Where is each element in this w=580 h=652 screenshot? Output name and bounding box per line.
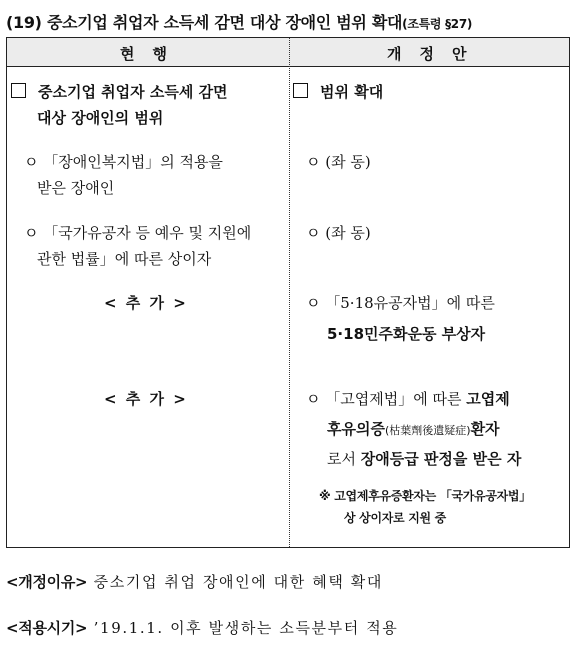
proposed-item4-line3: 로서 장애등급 판정을 받은 자	[327, 450, 522, 468]
comparison-table	[6, 37, 570, 548]
header-current: 현행	[120, 45, 185, 63]
table-header	[7, 38, 569, 67]
effective-label: <적용시기>	[6, 619, 88, 637]
page-title	[6, 10, 472, 33]
reason-text: 중소기업 취업 장애인에 대한 혜택 확대	[87, 573, 383, 591]
proposed-item3-line1: ㅇ 「5·18유공자법」에 따른	[306, 294, 495, 312]
proposed-note-line1: ※ 고엽제후유증환자는 「국가유공자법」	[319, 489, 531, 503]
current-item2-line2: 관한 법률」에 따른 상이자	[37, 250, 212, 268]
current-add-placeholder-2: < 추 가 >	[104, 390, 188, 408]
proposed-section-title: 범위 확대	[293, 79, 383, 105]
proposed-item2: ㅇ (좌 동)	[306, 224, 371, 242]
current-add-placeholder-1: < 추 가 >	[104, 294, 188, 312]
reason-label: <개정이유>	[6, 573, 88, 591]
checkbox-square-icon	[293, 83, 308, 98]
checkbox-square-icon	[11, 83, 26, 98]
proposed-item3-line2: 5·18민주화운동 부상자	[327, 325, 486, 343]
title-ref: (조특령 §27)	[402, 17, 473, 31]
current-item1-line1: ㅇ 「장애인복지법」의 적용을	[24, 153, 223, 171]
proposed-item4-line1: ㅇ 「고엽제법」에 따른 고엽제	[306, 390, 510, 408]
effective-date	[6, 617, 398, 638]
proposed-item4-line2: 후유의증(枯葉劑後遺疑症)환자	[327, 420, 500, 438]
current-item2-line1: ㅇ 「국가유공자 등 예우 및 지원에	[24, 224, 252, 242]
current-section-title: 중소기업 취업자 소득세 감면	[11, 79, 228, 105]
column-divider	[289, 38, 290, 547]
proposed-note-line2: 상 상이자로 지원 중	[344, 511, 446, 525]
header-proposed: 개정안	[387, 45, 485, 63]
current-item1-line2: 받은 장애인	[37, 179, 115, 197]
proposed-item1: ㅇ (좌 동)	[306, 153, 371, 171]
current-section-title-line2: 대상 장애인의 범위	[37, 109, 164, 127]
effective-text: ’19.1.1. 이후 발생하는 소득분부터 적용	[87, 619, 399, 637]
title-main: (19) 중소기업 취업자 소득세 감면 대상 장애인 범위 확대	[6, 13, 403, 32]
amendment-reason	[6, 571, 383, 592]
